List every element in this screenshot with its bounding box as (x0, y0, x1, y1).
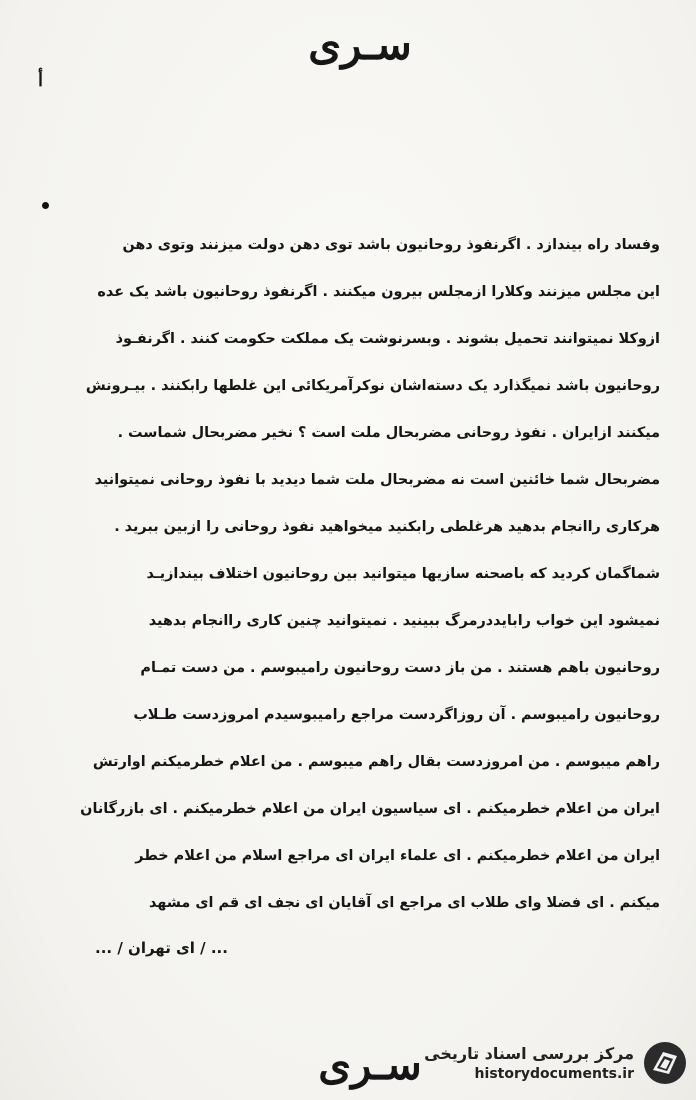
header-secret-stamp: سـری (308, 20, 412, 69)
watermark-url: historydocuments.ir (474, 1066, 634, 1082)
margin-dot (42, 202, 49, 209)
footer-secret-stamp: سـری (318, 1040, 422, 1089)
text-line: روحانیون باهم هستند . من باز دست روحانیون رامیبوسم . من دست تمـام (140, 660, 660, 676)
text-line: وفساد راه بیندازد . اگرنفوذ روحانیون باشد توی دهن دولت میزنند وتوی دهن (122, 237, 660, 253)
watermark-text (424, 1043, 634, 1083)
watermark-logo-icon (642, 1040, 688, 1086)
watermark-title: مرکز بررسی اسناد تاریخی (424, 1044, 634, 1063)
text-line: ایران من اعلام خطرمیکنم . ای علماء ایران ای مراجع اسلام من اعلام خطر (135, 848, 660, 864)
document-body (60, 222, 660, 927)
text-line: نمیشود این خواب رابایددرمرگ ببینید . نمیتوانید چنین کاری راانجام بدهید (148, 613, 660, 629)
text-line: این مجلس میزنند وکلارا ازمجلس بیرون میکنند . اگرنفوذ روحانیون باشد یک عده (97, 284, 660, 300)
text-line: میکنند ازایران . نفوذ روحانی مضربحال ملت است ؟ نخیر مضربحال شماست . (117, 425, 660, 441)
text-line: ایران من اعلام خطرمیکنم . ای سیاسیون ایران من اعلام خطرمیکنم . ای بازرگانان (80, 801, 660, 817)
text-line: ازوکلا نمیتوانند تحمیل بشوند . وبسرنوشت یک مملکت حکومت کنند . اگرنفـوذ (115, 331, 660, 347)
text-line: روحانیون باشد نمیگذارد یک دسته‌اشان نوکرآمریکائی این غلطها رابکنند . بیـرونش (85, 378, 660, 394)
text-line: راهم میبوسم . من امروزدست بقال راهم میبوسم . من اعلام خطرمیکنم اوارتش (92, 754, 660, 770)
text-line: شماگمان کردید که باصحنه سازیها میتوانید بین روحانیون اختلاف بیندازیـد (146, 566, 660, 582)
watermark (424, 1040, 688, 1086)
text-line: مضربحال شما خائنین است نه مضربحال ملت شما دیدید با نفوذ روحانی نمیتوانید (94, 472, 660, 488)
text-line: روحانیون رامیبوسم . آن روزاگردست مراجع رامیبوسیدم امروزدست طـلاب (133, 707, 660, 723)
text-line: هرکاری راانجام بدهید هرغلطی رابکنید میخواهید نفوذ روحانی را ازبین ببرید . (114, 519, 660, 535)
signoff-line: ... / ای تهران / ... (95, 939, 228, 957)
margin-mark: أ (38, 70, 44, 91)
text-line: میکنم . ای فضلا وای طلاب ای مراجع ای آقایان ای نجف ای قم ای مشهد (148, 895, 660, 911)
